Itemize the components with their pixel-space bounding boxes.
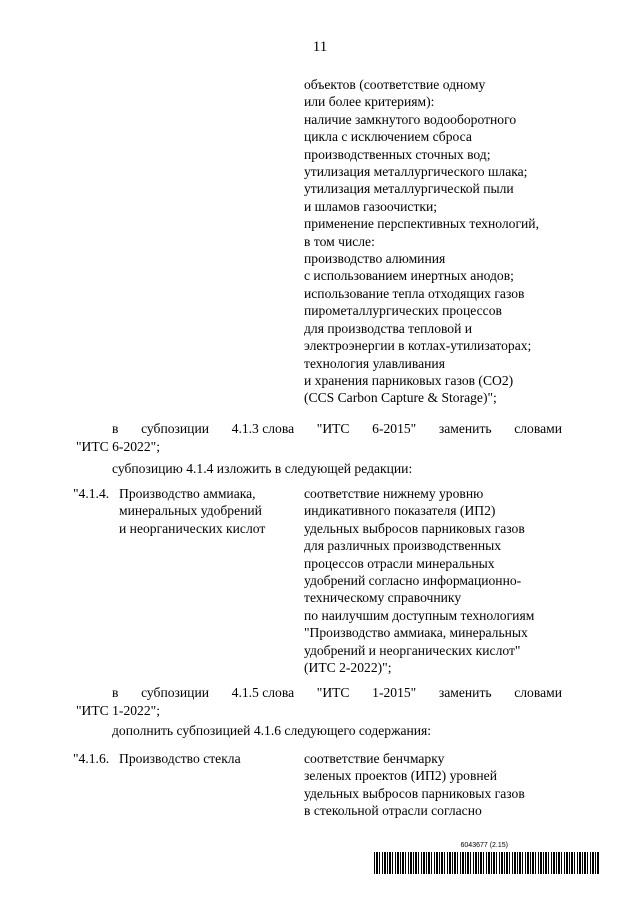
barcode-icon — [374, 852, 600, 874]
amendment-415-continuation: "ИТС 1-2022"; — [76, 703, 160, 718]
word: "ИТС — [316, 685, 350, 700]
text-line: в стекольной отрасли согласно — [304, 803, 482, 819]
item-name-line: Производство стекла — [119, 751, 241, 766]
word: 1-2015" — [372, 685, 417, 700]
text-line: удобрений и неорганических кислот" — [304, 642, 521, 658]
text-line: соответствие бенчмарку — [304, 751, 445, 766]
item-number: "4.1.4. — [73, 486, 110, 501]
text-line: пирометаллургических процессов — [304, 303, 502, 319]
amendment-415 — [112, 684, 562, 701]
word: "ИТС — [316, 421, 350, 436]
text-line: цикла с исключением сброса — [304, 129, 472, 145]
text-line: наличие замкнутого водооборотного — [304, 111, 517, 127]
text-line: для производства тепловой и — [304, 320, 473, 336]
text-line: техническому справочнику — [304, 590, 462, 606]
text-line: применение перспективных технологий, — [304, 216, 539, 232]
text-line: по наилучшим доступным технологиям — [304, 607, 535, 623]
word: в — [112, 685, 119, 700]
text-line: удельных выбросов парниковых газов — [304, 520, 525, 536]
text-line: удобрений согласно информационно- — [304, 573, 522, 589]
text-line: и шламов газоочистки; — [304, 198, 438, 214]
text-line: производство алюминия — [304, 251, 446, 267]
amendment-413-continuation: "ИТС 6-2022"; — [76, 439, 160, 454]
word: заменить — [438, 421, 492, 436]
criteria-list — [304, 76, 539, 407]
page-number: 11 — [312, 39, 328, 55]
amendment-413 — [112, 420, 562, 437]
text-line: с использованием инертных анодов; — [304, 268, 514, 284]
word: субпозиции — [141, 685, 209, 700]
text-line: зеленых проектов (ИП2) уровней — [304, 768, 497, 784]
amendment-414: субпозицию 4.1.4 изложить в следующей редакции: — [112, 461, 413, 476]
amendment-416: дополнить субпозицией 4.1.6 следующего содержания: — [112, 723, 432, 738]
item-name-line: Производство аммиака, — [119, 486, 256, 501]
text-line: удельных выбросов парниковых газов — [304, 785, 525, 801]
barcode-block — [374, 842, 600, 874]
text-line: объектов (соответствие одному — [304, 77, 486, 92]
word: субпозиции — [141, 421, 209, 436]
text-line: для различных производственных — [304, 538, 502, 554]
text-line: процессов отрасли минеральных — [304, 555, 495, 571]
text-line: электроэнергии в котлах-утилизаторах; — [304, 338, 532, 354]
text-line: или более критериям): — [304, 94, 435, 110]
item-416-text — [304, 750, 525, 820]
item-name-line: и неорганических кислот — [119, 520, 266, 536]
word: 4.1.3 слова — [231, 421, 295, 436]
text-line: в том числе: — [304, 233, 375, 249]
item-414-label — [73, 485, 265, 537]
text-line: (CCS Carbon Capture & Storage)"; — [304, 390, 497, 406]
text-line: утилизация металлургического шлака; — [304, 164, 528, 180]
item-414-text — [304, 485, 534, 676]
item-name-line: минеральных удобрений — [119, 503, 262, 519]
text-line: соответствие нижнему уровню — [304, 486, 484, 501]
text-line: производственных сточных вод; — [304, 146, 491, 162]
word: 4.1.5 слова — [231, 685, 295, 700]
word: 6-2015" — [372, 421, 417, 436]
text-line: и хранения парниковых газов (CO2) — [304, 372, 514, 388]
word: словами — [514, 685, 562, 700]
word: в — [112, 421, 119, 436]
word: заменить — [438, 685, 492, 700]
text-line: (ИТС 2-2022)"; — [304, 660, 392, 676]
text-line: индикативного показателя (ИП2) — [304, 503, 496, 519]
word: словами — [514, 421, 562, 436]
item-416-label — [73, 750, 241, 767]
text-line: "Производство аммиака, минеральных — [304, 625, 528, 641]
barcode-number: 6043677 (2.15) — [460, 842, 508, 849]
text-line: использование тепла отходящих газов — [304, 285, 525, 301]
item-number: "4.1.6. — [73, 751, 110, 766]
text-line: технология улавливания — [304, 355, 445, 371]
text-line: утилизация металлургической пыли — [304, 181, 514, 197]
